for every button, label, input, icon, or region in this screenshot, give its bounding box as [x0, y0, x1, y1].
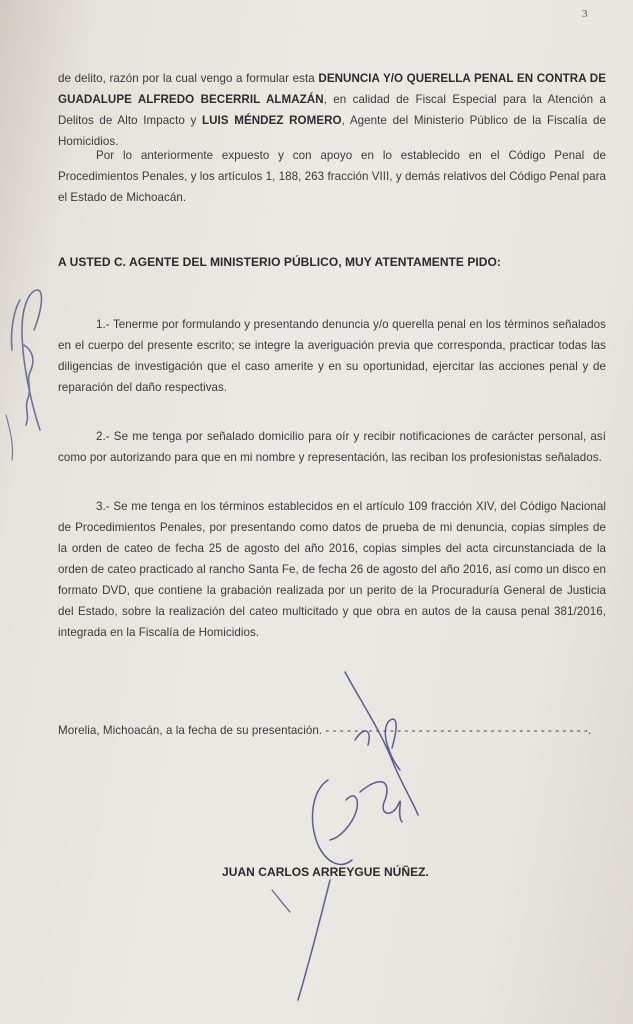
petition-heading — [58, 252, 606, 273]
petition-item-2 — [58, 426, 606, 468]
page-number: 3 — [582, 8, 588, 20]
paragraph-text: de delito, razón por la cual vengo a formular esta — [58, 72, 319, 85]
signatory-block — [222, 862, 522, 883]
paragraph-text: 1.- Tenerme por formulando y presentando denuncia y/o querella penal en los términos señalados en el cuerpo del presente escrito; se integre la averiguación previa que corresponda, practicar todas las diligencias de investigación que el caso amerite y en su oportunidad, ejercitar las acciones penal y de reparación del daño respectivas. — [58, 318, 606, 394]
bold-text: DENUNCIA Y/O QUERELLA PENAL EN CONTRA DE GUADALUPE ALFREDO BECERRIL ALMAZÁN — [58, 72, 606, 106]
bold-text: LUIS MÉNDEZ ROMERO — [201, 114, 342, 127]
margin-signature — [6, 290, 41, 460]
petition-item-1 — [58, 314, 606, 398]
paragraph-legal-basis — [58, 145, 606, 208]
paragraph-text: 3.- Se me tenga en los términos establecidos en el artículo 109 fracción XIV, del Código Nacional de Procedimientos Penales, por presentando como datos de prueba de mi denuncia, copias simples de la orden de cateo de fecha 25 de agosto del año 2016, copias simples del acta circunstanciada de la orden de cateo practicado al rancho Santa Fe, de fecha 26 de agosto del año 2016, así como un disco en formato DVD, que contiene la grabación realizada por un perito de la Procuraduría General de Justicia del Estado, sobre la realización del cateo multicitado y que obra en autos de la causa penal 381/2016, integrada en la Fiscalía de Homicidios. — [58, 500, 606, 639]
paragraph-text: 2.- Se me tenga por señalado domicilio para oír y recibir notificaciones de carácter personal, así como por autorizando para que en mi nombre y representación, las reciban los profesionistas señalados. — [58, 430, 606, 464]
closing-line — [58, 720, 606, 741]
heading-text: A USTED C. AGENTE DEL MINISTERIO PÚBLICO, MUY ATENTAMENTE PIDO: — [58, 255, 501, 269]
paragraph-text: , en calidad de Fiscal Especial para la Atención a Delitos de Alto Impacto y — [58, 93, 606, 127]
paragraph-text: , Agente del Ministerio Público de la Fiscalía de Homicidios. — [58, 114, 606, 148]
paragraph-complaint — [58, 68, 606, 152]
closing-text: Morelia, Michoacán, a la fecha de su presentación. - - - - - - - - - - - - - - - - - - - - - - - - - - - - - - - - - - - - -. — [58, 724, 592, 737]
signatory-name: JUAN CARLOS ARREYGUE NÚÑEZ. — [222, 865, 429, 879]
paragraph-text: Por lo anteriormente expuesto y con apoyo en lo establecido en el Código Penal de Procedimientos Penales, y los artículos 1, 188, 263 fracción VIII, y demás relativos del Código Penal para el Estado de Michoacán. — [58, 149, 606, 204]
petition-item-3 — [58, 496, 606, 643]
